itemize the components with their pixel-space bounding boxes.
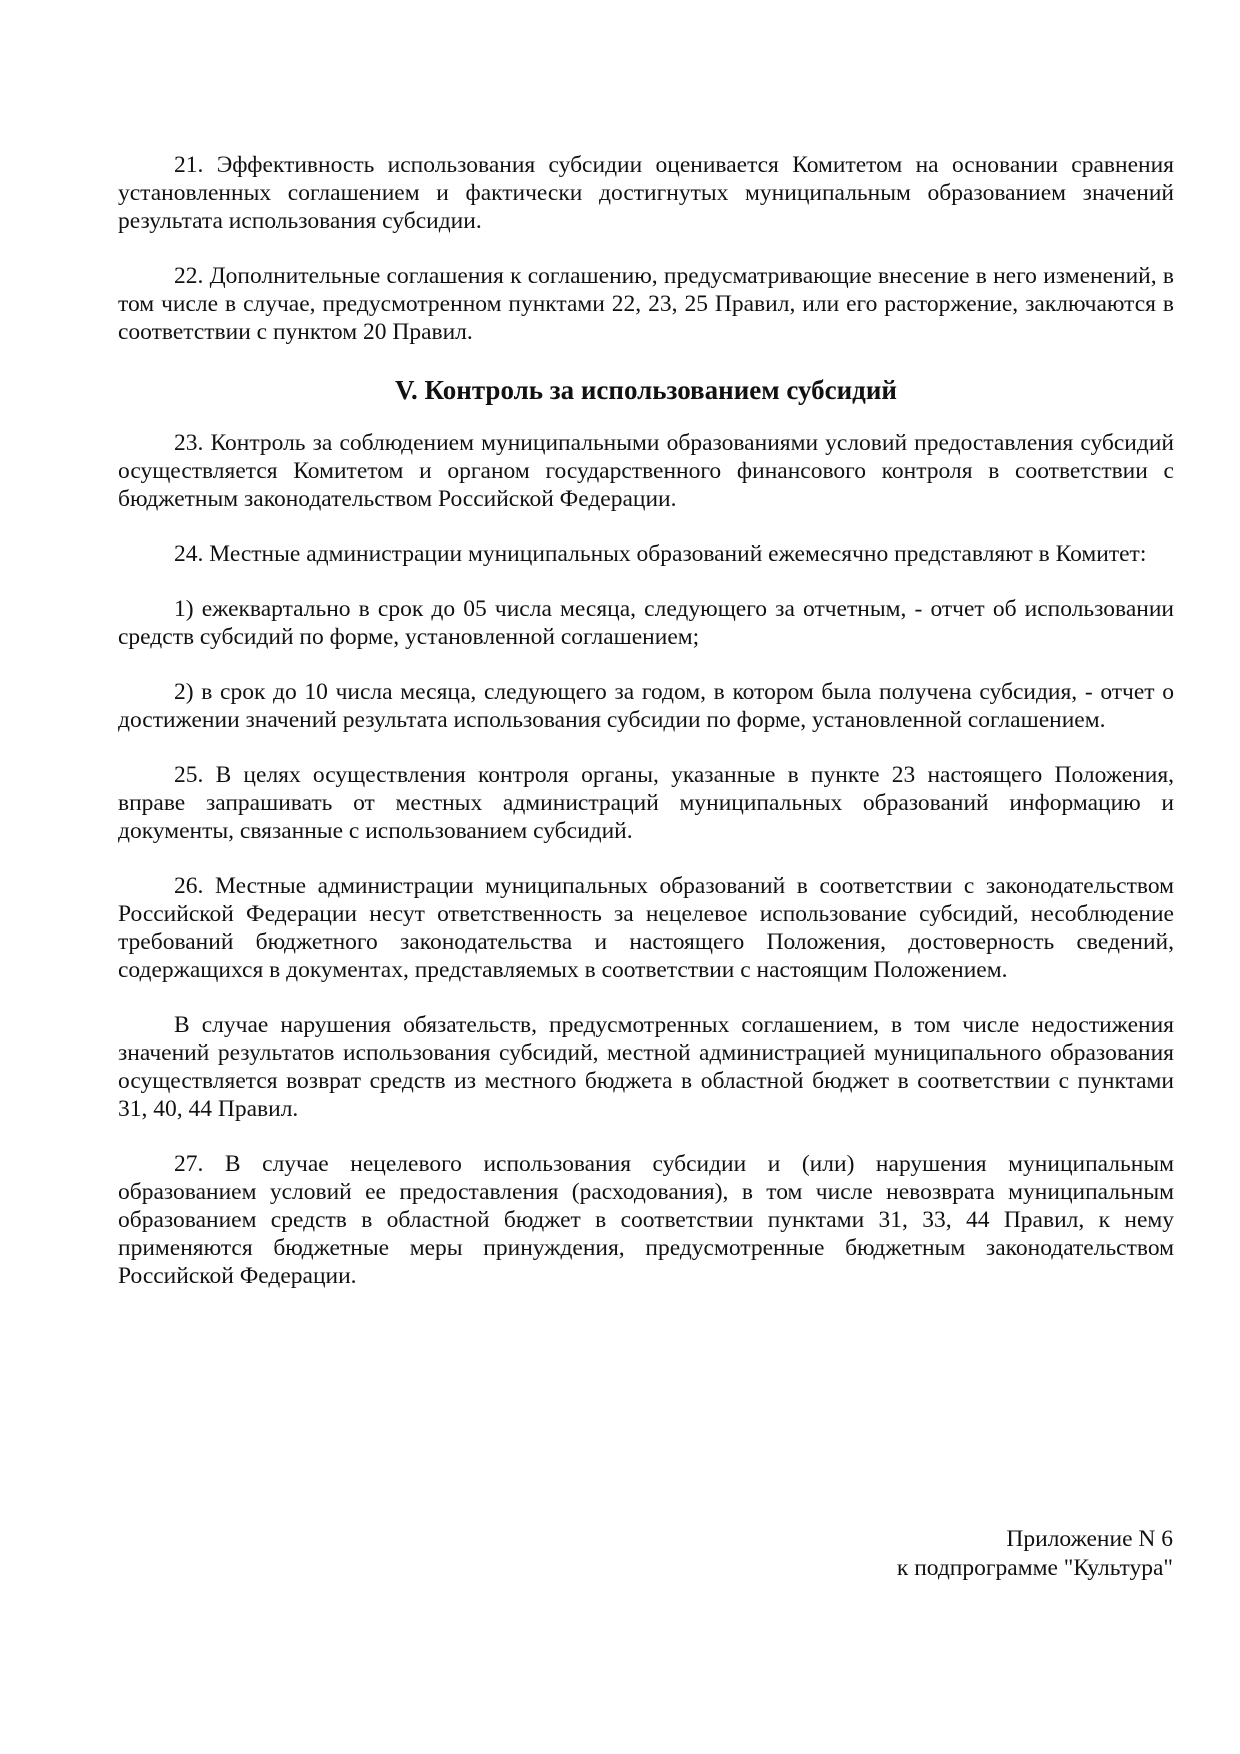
paragraph-26: 26. Местные администрации муниципальных образований в соответствии с законодательством Российской Федерации несут ответственность за нецелевое использование субсидий, несоблюдение требований бюджетного законодательства и настоящего Положения, достоверность сведений, содержащихся в документах, представляемых в соответствии с настоящим Положением. <box>118 873 1174 983</box>
document-body <box>118 151 1174 1317</box>
paragraph-23: 23. Контроль за соблюдением муниципальными образованиями условий предоставления субсидий осуществляется Комитетом и органом государственного финансового контроля в соответствии с бюджетным законодательством Российской Федерации. <box>118 430 1174 512</box>
paragraph-27: 27. В случае нецелевого использования субсидии и (или) нарушения муниципальным образованием условий ее предоставления (расходования), в том числе невозврата муниципальным образованием средств в областной бюджет в соответствии пунктами 31, 33, 44 Правил, к нему применяются бюджетные меры принуждения, предусмотренные бюджетным законодательством Российской Федерации. <box>118 1151 1174 1289</box>
paragraph-22: 22. Дополнительные соглашения к соглашению, предусматривающие внесение в него изменений, в том числе в случае, предусмотренном пунктами 22, 23, 25 Правил, или его расторжение, заключаются в соответствии с пунктом 20 Правил. <box>118 263 1174 345</box>
paragraph-24-item-2: 2) в срок до 10 числа месяца, следующего за годом, в котором была получена субсидия, - отчет о достижении значений результата использования субсидии по форме, установленной соглашением. <box>118 679 1174 733</box>
section-title: V. Контроль за использованием субсидий <box>395 375 897 405</box>
paragraph-26-continuation: В случае нарушения обязательств, предусмотренных соглашением, в том числе недостижения значений результатов использования субсидий, местной администрацией муниципального образования осуществляется возврат средств из местного бюджета в областной бюджет в соответствии с пунктами 31, 40, 44 Правил. <box>118 1012 1174 1122</box>
paragraph-21: 21. Эффективность использования субсидии оценивается Комитетом на основании сравнения установленных соглашением и фактически достигнутых муниципальным образованием значений результата использования субсидии. <box>118 152 1174 234</box>
paragraph-24: 24. Местные администрации муниципальных образований ежемесячно представляют в Комитет: <box>174 541 1147 567</box>
paragraph-25: 25. В целях осуществления контроля органы, указанные в пункте 23 настоящего Положения, вправе запрашивать от местных администраций муниципальных образований информацию и документы, связанные с использованием субсидий. <box>118 762 1174 844</box>
appendix-heading <box>897 1525 1173 1583</box>
appendix-number: Приложение N 6 <box>1006 1526 1173 1552</box>
paragraph-24-item-1: 1) ежеквартально в срок до 05 числа месяца, следующего за отчетным, - отчет об использовании средств субсидий по форме, установленной соглашением; <box>118 596 1174 650</box>
appendix-subprogram: к подпрограмме "Культура" <box>896 1555 1173 1581</box>
